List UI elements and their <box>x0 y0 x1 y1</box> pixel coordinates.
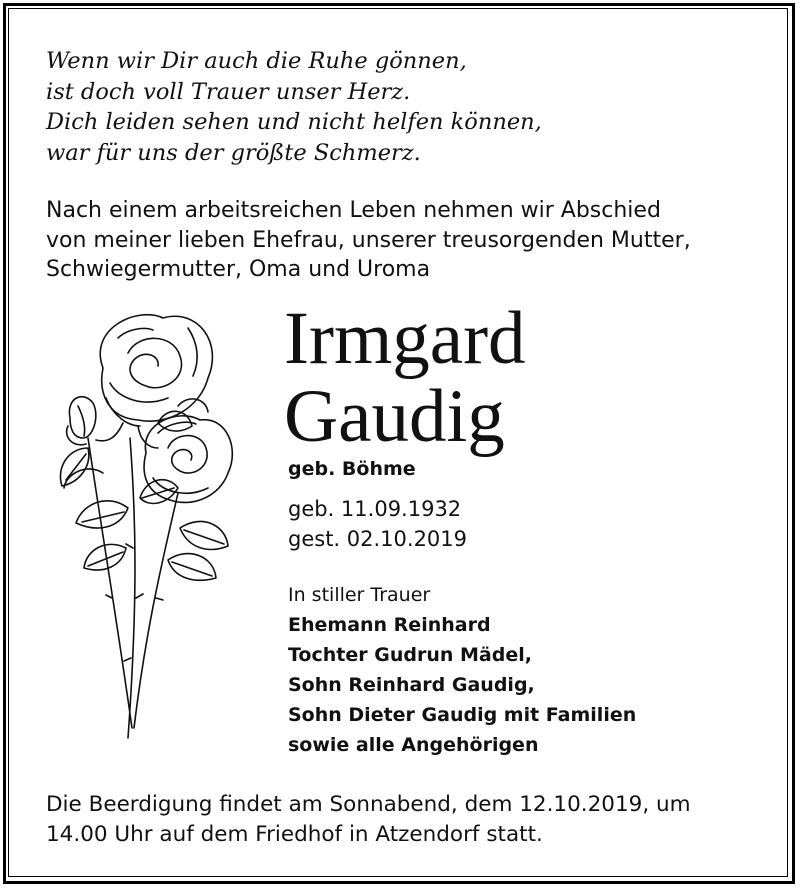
life-dates <box>288 494 467 554</box>
rose-icon <box>28 298 258 748</box>
intro-text: Nach einem arbeitsreichen Leben nehmen wir Abschied von meiner lieben Ehefrau, unserer treusorgenden Mutter, Schwiegermutter, Oma und Uroma <box>46 198 691 282</box>
deceased-name <box>284 297 526 458</box>
first-name: Irmgard <box>284 297 526 380</box>
mourner-name: Tochter Gudrun Mädel, <box>288 644 532 666</box>
mourner-name: Ehemann Reinhard <box>288 614 491 636</box>
funeral-notice: Die Beerdigung findet am Sonnabend, dem 12.10.2019, um 14.00 Uhr auf dem Friedhof in Atzendorf statt. <box>46 792 691 847</box>
death-date: gest. 02.10.2019 <box>288 527 468 551</box>
birth-date: geb. 11.09.1932 <box>288 497 462 521</box>
last-name: Gaudig <box>284 375 505 458</box>
mourners-list <box>288 610 636 760</box>
mourning-lead: In stiller Trauer <box>288 584 431 606</box>
mourner-name: Sohn Reinhard Gaudig, <box>288 674 535 696</box>
poem-verse: Wenn wir Dir auch die Ruhe gönnen, ist doch voll Trauer unser Herz. Dich leiden sehen und nicht helfen können, war für uns der größte Schmerz. <box>46 48 542 166</box>
maiden-name: geb. Böhme <box>288 458 416 480</box>
mourner-name: Sohn Dieter Gaudig mit Familien <box>288 704 637 726</box>
mourner-name: sowie alle Angehörigen <box>288 734 539 756</box>
mourners-block <box>288 580 636 760</box>
